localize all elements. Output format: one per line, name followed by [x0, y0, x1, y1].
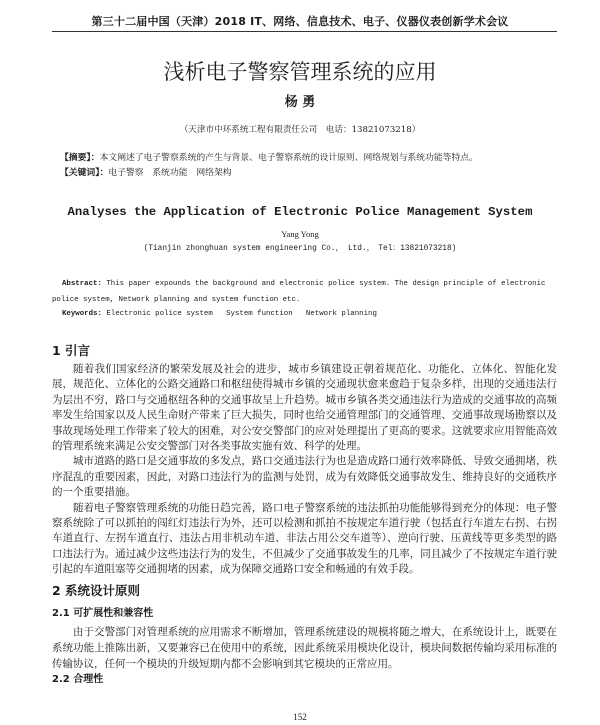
subsection-body-scalability [52, 624, 557, 672]
abstract-en-label: Abstract: [62, 280, 102, 288]
abstract-cn [60, 152, 557, 165]
author-en: Yang Yong [281, 229, 319, 239]
section-body-introduction [52, 362, 557, 578]
conference-header: 第三十二届中国（天津）2018 IT、网络、信息技术、电子、仪器仪表创新学术会议 [91, 15, 509, 28]
keywords-en-text: Electronic police system System function Network planning [101, 310, 377, 318]
paragraph: 由于交警部门对管理系统的应用需求不断增加，管理系统建设的规模将随之增大，在系统设计上，既要在系统功能上推陈出新，又要兼容已在使用中的系统，因此系统采用模块化设计，模块间数据传输均采用标准的传输协议，任何一个模块的升级短期内都不会影响到其它模块的正常应用。 [52, 626, 557, 670]
section-heading-introduction: 1 引言 [52, 343, 91, 358]
abstract-cn-label: 【摘要】： [60, 153, 100, 163]
paragraph: 随着我们国家经济的繁荣发展及社会的进步，城市乡镇建设正朝着规范化、功能化、立体化、智能化发展，规范化、立体化的公路交通路口和枢纽使得城市乡镇的交通现状愈来愈趋于复杂多样，出现的交通违法行为层出不穷，路口与交通枢纽各种的交通事故呈上升趋势。城市乡镇各类交通违法行为造成的交通事故的高频率发生给国家以及人民生命财产带来了巨大损失，同时也给交通管理部门的交通管理、交通事故现场勘察以及事故现场处理工作带来了较大的困难，对公安交警部门的应对处理提出了更高的要求。这就要求应用智能高效的管理系统来满足公安交警部门对各类事故实施有效、科学的处理。 [52, 363, 557, 453]
abstract-cn-text: 本文阐述了电子警察系统的产生与背景、电子警察系统的设计原则、网络规划与系统功能等特点。 [99, 153, 478, 163]
affiliation-en: (Tianjin zhonghuan system engineering Co.， Ltd.， Tel：13821073218) [143, 245, 457, 253]
header-rule [52, 31, 557, 32]
keywords-cn [60, 167, 557, 180]
affiliation-cn: （天津市中环系统工程有限责任公司 电话：13821073218） [179, 125, 421, 135]
paper-title-en: Analyses the Application of Electronic Police Management System [67, 205, 533, 219]
keywords-cn-text: 电子警察 系统功能 网络架构 [108, 168, 232, 178]
abstract-en [52, 276, 557, 308]
paper-title-cn: 浅析电子警察管理系统的应用 [163, 60, 437, 84]
section-heading-design-principles: 2 系统设计原则 [52, 583, 141, 598]
paragraph: 随着电子警察管理系统的功能日趋完善，路口电子警察系统的违法抓拍功能能够得到充分的体现：电子警察系统除了可以抓拍的闯红灯违法行为外，还可以检测和抓拍不按规定车道行驶（包括直行车道左右拐、右拐车道直行、左拐车道直行、违法占用非机动车道、非法占用公交车道等）、逆向行驶、压黄线等更多类型的路口违法行为。通过减少这些违法行为的发生，不但减少了交通事故发生的几率，同且减少了不按规定车道行驶引起的车道阻塞等交通拥堵的因素，成为保障交通路口安全和畅通的有效手段。 [52, 501, 557, 576]
abstract-en-text: This paper expounds the background and electronic police system. The design principle of electronic police system, Network planning and system function etc. [52, 280, 546, 304]
subsection-heading-scalability: 2.1 可扩展性和兼容性 [52, 608, 154, 619]
author-cn: 杨 勇 [284, 95, 316, 110]
paragraph: 城市道路的路口是交通事故的多发点，路口交通违法行为也是造成路口通行效率降低、导致交通拥堵，秩序混乱的重要因素，因此，对路口违法行为的监测与处罚，成为有效降低交通事故发生、维持良好的交通秩序的一个重要措施。 [52, 455, 557, 499]
keywords-en-label: Keywords: [62, 310, 102, 318]
page-number: 152 [293, 712, 307, 722]
keywords-cn-label: 【关键词】： [60, 168, 109, 178]
subsection-heading-rationality: 2.2 合理性 [52, 674, 104, 685]
keywords-en [62, 307, 557, 321]
